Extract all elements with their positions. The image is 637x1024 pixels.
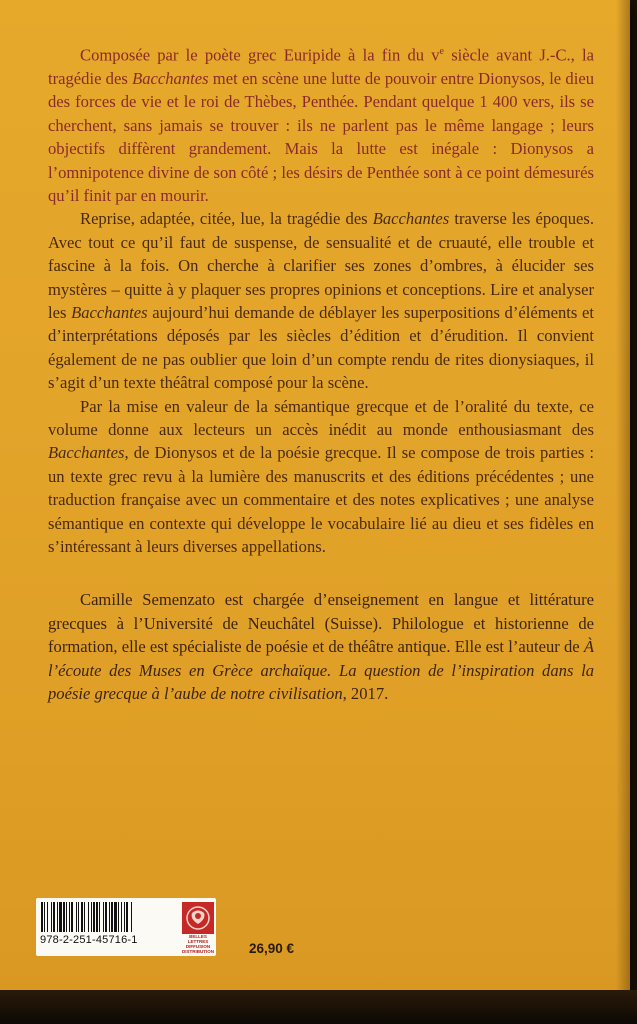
table-surface — [0, 990, 637, 1024]
publisher-label: BELLES LETTRES DIFFUSION DISTRIBUTION — [182, 934, 214, 954]
isbn-number: 978-2-251-45716-1 — [40, 934, 138, 946]
publisher-logo-icon — [182, 902, 214, 934]
title-bacchantes: Bacchantes — [132, 68, 209, 88]
blurb-paragraph-3: Par la mise en valeur de la sémantique grecque et de l’oralité du texte, ce volume donne aux lecteurs un accès inédit au monde enthousiasmant des Bacchantes, de Dionysos et de la poésie grecque. Il se compose de trois parties : un texte grec revu à la lumière des manuscrits et des éditions précédentes ; une traduction française avec un commentaire et des notes explicatives ; une analyse sémantique en contexte qui développe le vocabulaire lié au dieu et ses fidèles en s’intéressant à leurs diverses appellations. — [48, 396, 594, 557]
author-bio: Camille Semenzato est chargée d’enseignement en langue et littérature grecques à l’Université de Neuchâtel (Suisse). Philologue et historienne de formation, elle est spécialiste de poésie et de théâtre antique. Elle est l’auteur de À l’écoute des Muses en Grèce archaïque. La question de l’inspiration dans la poésie grecque à l’aube de notre civilisation, 2017. — [48, 590, 594, 704]
blurb-paragraph-1: Composée par le poète grec Euripide à la fin du $v^e$ siècle avant J.-C., la tragédie des Bacchantes met en scène une lutte de pouvoir entre Dionysos, le dieu des forces de vie et le roi de Thèbes, Penthée. Pendant quelque 1 400 vers, ils se cherchent, sans jamais se trouver : ils ne parlent pas le même langage ; leurs objectifs diffèrent grandement. Mais la lutte est inégale : Dionysos a l’omnipotence divine de son côté ; les désirs de Penthée sont à ce point démesurés qu’il finit par en mourir. — [48, 45, 594, 205]
cover-edge-shadow — [616, 0, 630, 1000]
barcode-label — [36, 898, 216, 956]
back-cover-blurb — [48, 40, 594, 706]
blurb-paragraph-2: Reprise, adaptée, citée, lue, la tragédie des Bacchantes traverse les époques. Avec tout ce qu’il faut de suspense, de sensualité et de cruauté, elle trouble et fascine à la fois. On cherche à clarifier ses zones d’ombres, à élucider ses mystères – quitte à y plaquer ses propres opinions et conceptions. Lire et analyser les Bacchantes aujourd’hui demande de déblayer les superpositions d’éléments et d’interprétations déposés par les siècles d’édition et d’érudition. Il convient également de ne pas oublier que loin d’un compte rendu de rites dionysiaques, il s’agit d’un texte théâtral composé pour la scène. — [48, 209, 594, 393]
price: 26,90 € — [249, 941, 295, 956]
author-previous-book-title: À l’écoute des Muses en Grèce archaïque. La question de l’inspiration dans la poésie grecque à l’aube de notre civilisation — [48, 637, 594, 704]
barcode — [40, 902, 178, 932]
